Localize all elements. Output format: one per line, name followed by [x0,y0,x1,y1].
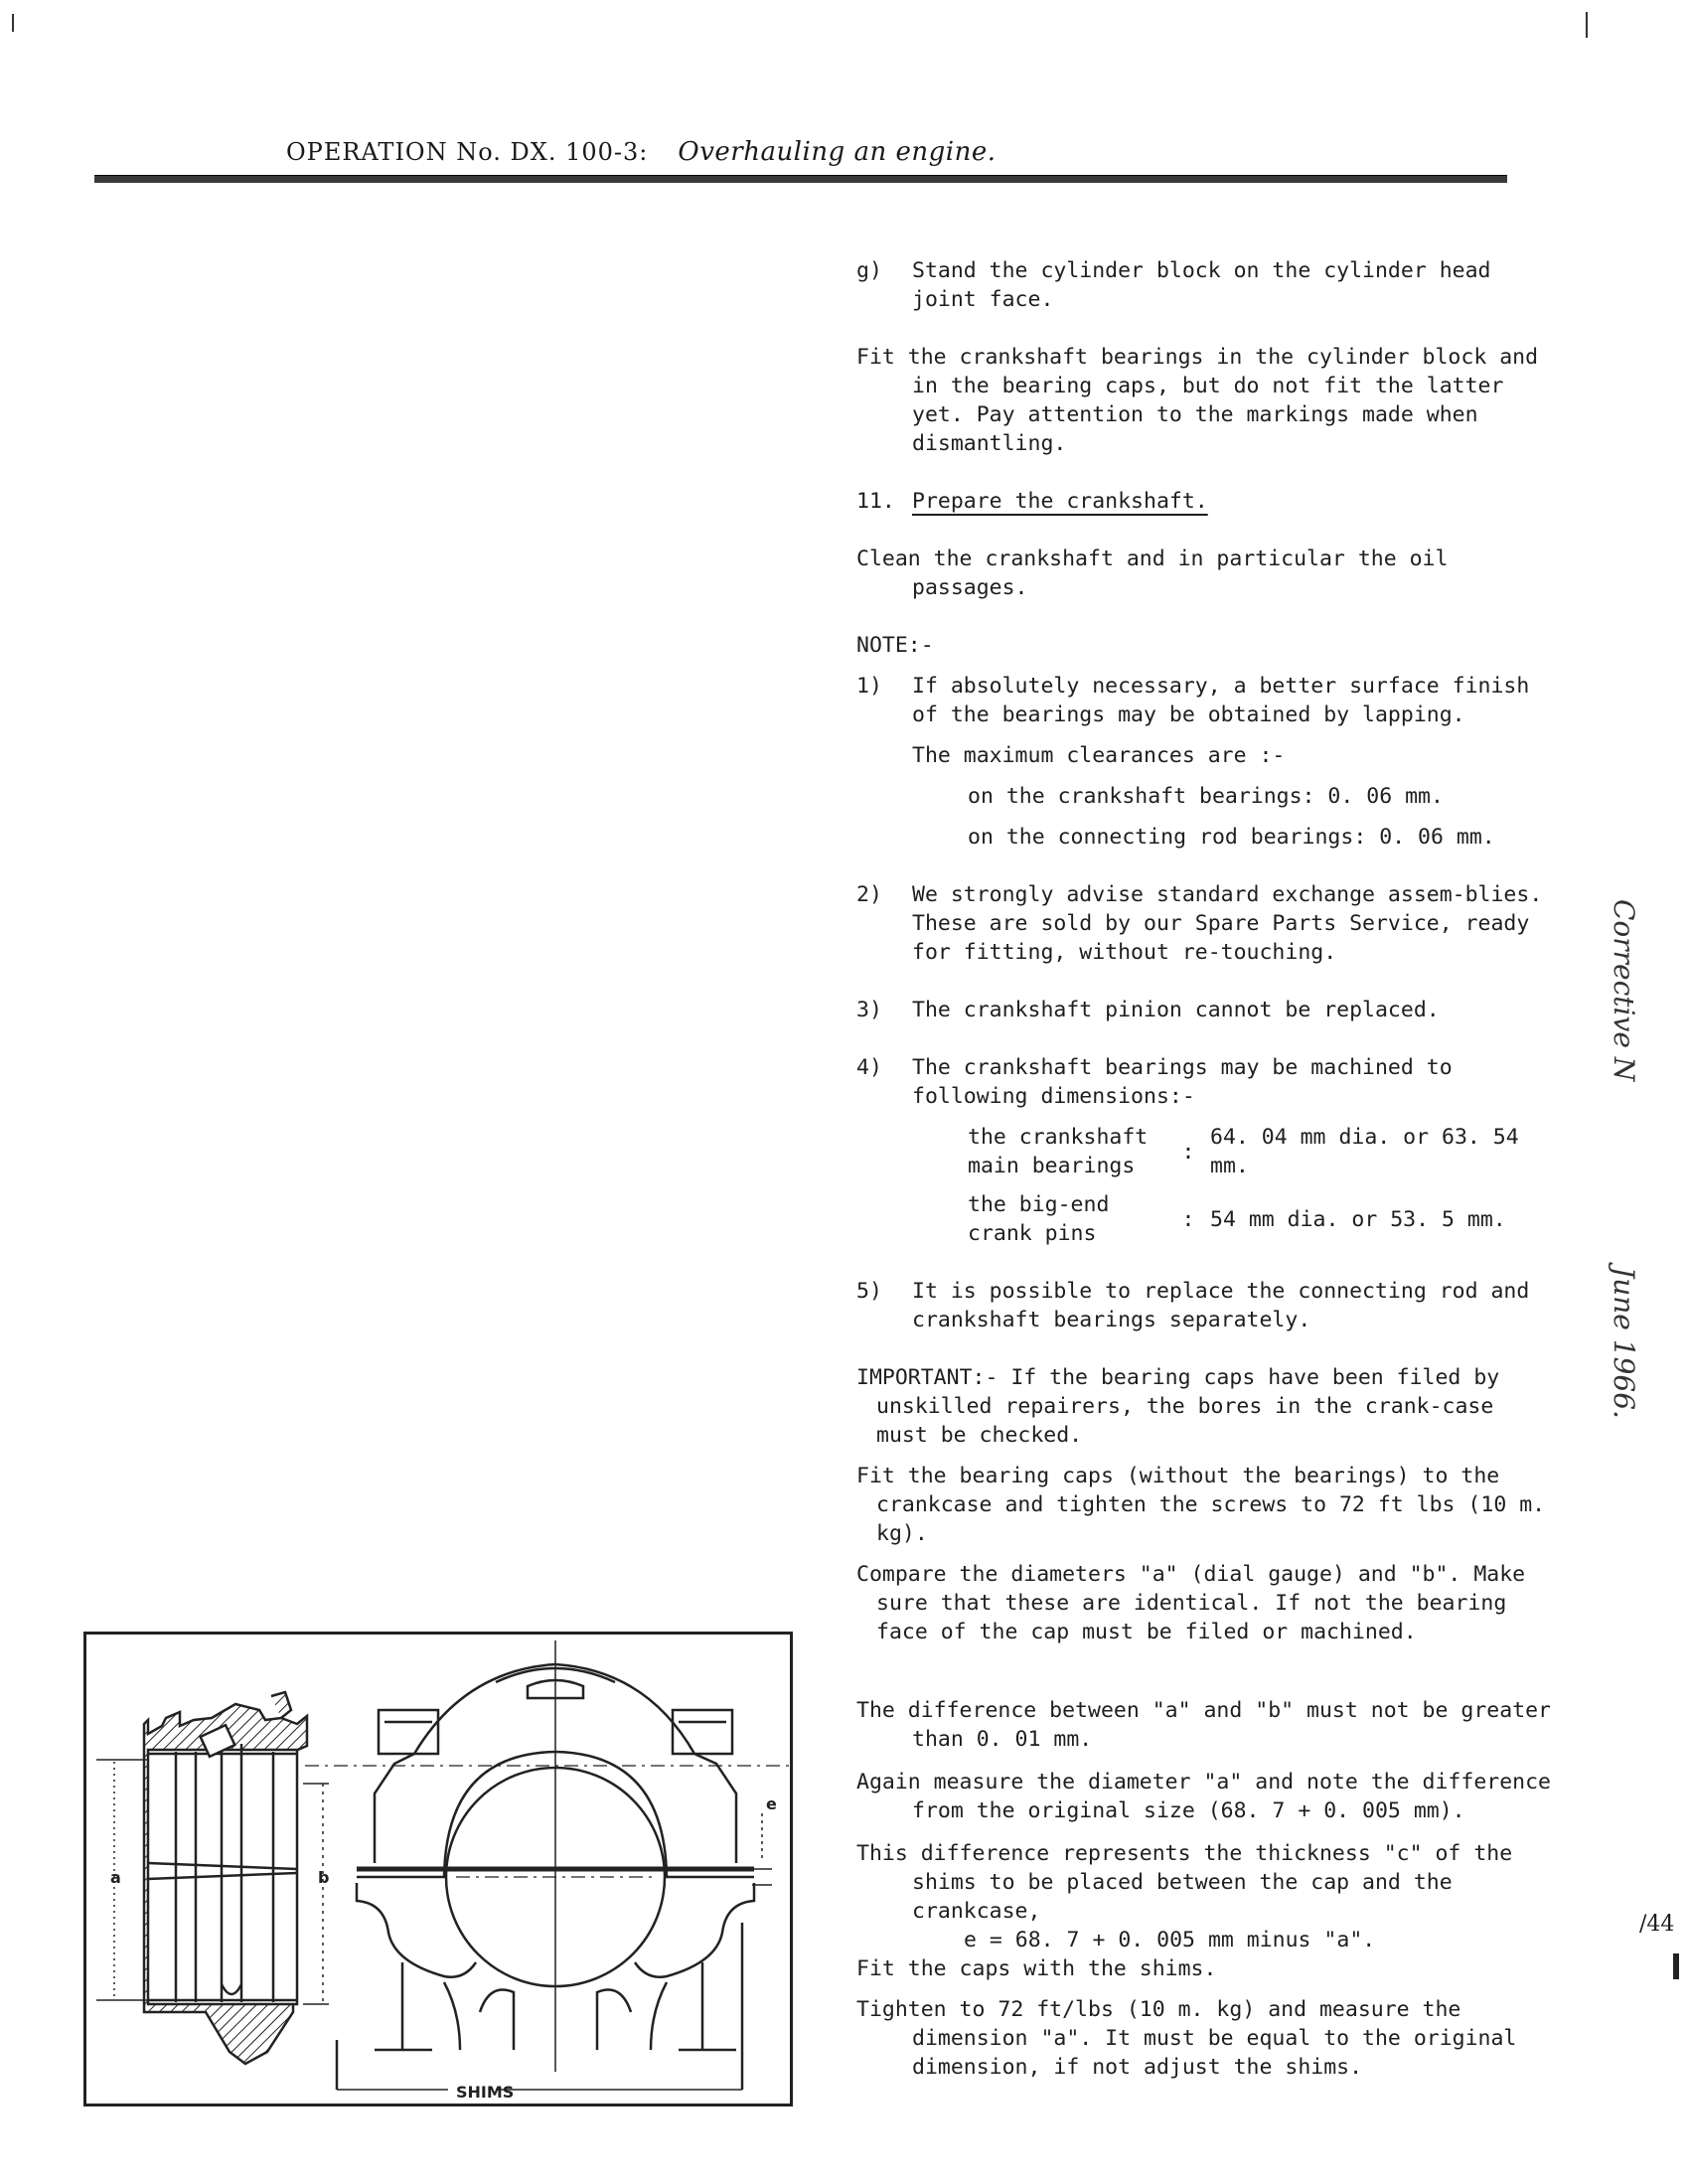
clearance-crankshaft: on the crankshaft bearings: 0. 06 mm. [968,784,1444,809]
page-header [286,137,996,167]
note-4: 4) The crankshaft bearings may be machined to following dimensions:- [856,1055,1453,1109]
shim-formula: e = 68. 7 + 0. 005 mm minus "a". [964,1928,1376,1952]
header-mark-right [1586,12,1588,38]
margin-corrective: Corrective N [1608,899,1640,1082]
bearing-cap-view [337,1640,754,2090]
bearing-diagram-figure [83,1632,793,2106]
clean-paragraph: Clean the crankshaft and in particular the oil passages. [856,546,1449,600]
clearances-intro: The maximum clearances are :- [912,743,1286,768]
dimension-big-end: the big-end crank pins : 54 mm dia. or 53. 5 mm. [968,1192,1506,1246]
note-2: 2) We strongly advise standard exchange assem-blies. These are sold by our Spare Parts Service, ready for fitting, without re-touching. [856,882,1543,965]
important-paragraph: IMPORTANT:- If the bearing caps have been filed by unskilled repairers, the bores in the crank-case must be checked. [856,1365,1500,1448]
section-11-heading: 11. Prepare the crankshaft. [856,489,1208,514]
center-line-horizontal [305,1766,790,1877]
margin-date: June 1966. [1608,1267,1640,1419]
operation-title: Overhauling an engine. [678,137,997,167]
fit-shims-line: Fit the caps with the shims. [856,1956,1217,1981]
bearing-diagram [86,1635,790,2104]
page-number-mark [1673,1953,1679,1979]
header-rule [94,175,1507,183]
page-number: /44 [1639,1912,1675,1937]
label-a: a [110,1868,121,1887]
dimension-line-a [96,1760,148,2000]
label-b: b [318,1868,330,1887]
note-label: NOTE:- [856,633,934,658]
tighten-paragraph: Tighten to 72 ft/lbs (10 m. kg) and measure the dimension "a". It must be equal to the original dimension, if not adjust the shims. [856,1997,1517,2080]
header-mark-left [12,14,14,32]
clearance-connecting-rod: on the connecting rod bearings: 0. 06 mm. [968,825,1495,850]
crankcase-section-view [144,1692,307,2064]
instruction-column [856,256,1552,2110]
compare-paragraph: Compare the diameters "a" (dial gauge) and "b". Make sure that these are identical. If not the bearing face of the cap must be filed or machined. [856,1562,1526,1644]
dimension-line-b [303,1784,329,2004]
operation-number: OPERATION No. DX. 100-3: [286,138,649,166]
difference-paragraph: The difference between "a" and "b" must not be greater than 0. 01 mm. [856,1698,1551,1752]
dimension-line-e [752,1813,772,1885]
label-shims: SHIMS [456,2083,515,2102]
label-e: e [766,1794,777,1813]
note-1: 1) If absolutely necessary, a better surface finish of the bearings may be obtained by lapping. [856,674,1530,727]
note-5: 5) It is possible to replace the connecting rod and crankshaft bearings separately. [856,1279,1530,1332]
fit-bearings-paragraph: Fit the crankshaft bearings in the cylinder block and in the bearing caps, but do not fit the latter yet. Pay attention to the markings made when dismantling. [856,345,1539,456]
note-3: 3) The crankshaft pinion cannot be replaced. [856,998,1440,1022]
again-paragraph: Again measure the diameter "a" and note the difference from the original size (68. 7 + 0. 005 mm). [856,1770,1551,1823]
represents-paragraph: This difference represents the thickness "c" of the shims to be placed between the cap and the crankcase, [856,1841,1513,1924]
fit-caps-paragraph: Fit the bearing caps (without the bearings) to the crankcase and tighten the screws to 72 ft lbs (10 m. kg). [856,1464,1546,1546]
step-g: g) Stand the cylinder block on the cylinder head joint face. [856,258,1491,312]
dimension-main-bearings: the crankshaft main bearings : 64. 04 mm dia. or 63. 54 mm. [968,1125,1519,1178]
